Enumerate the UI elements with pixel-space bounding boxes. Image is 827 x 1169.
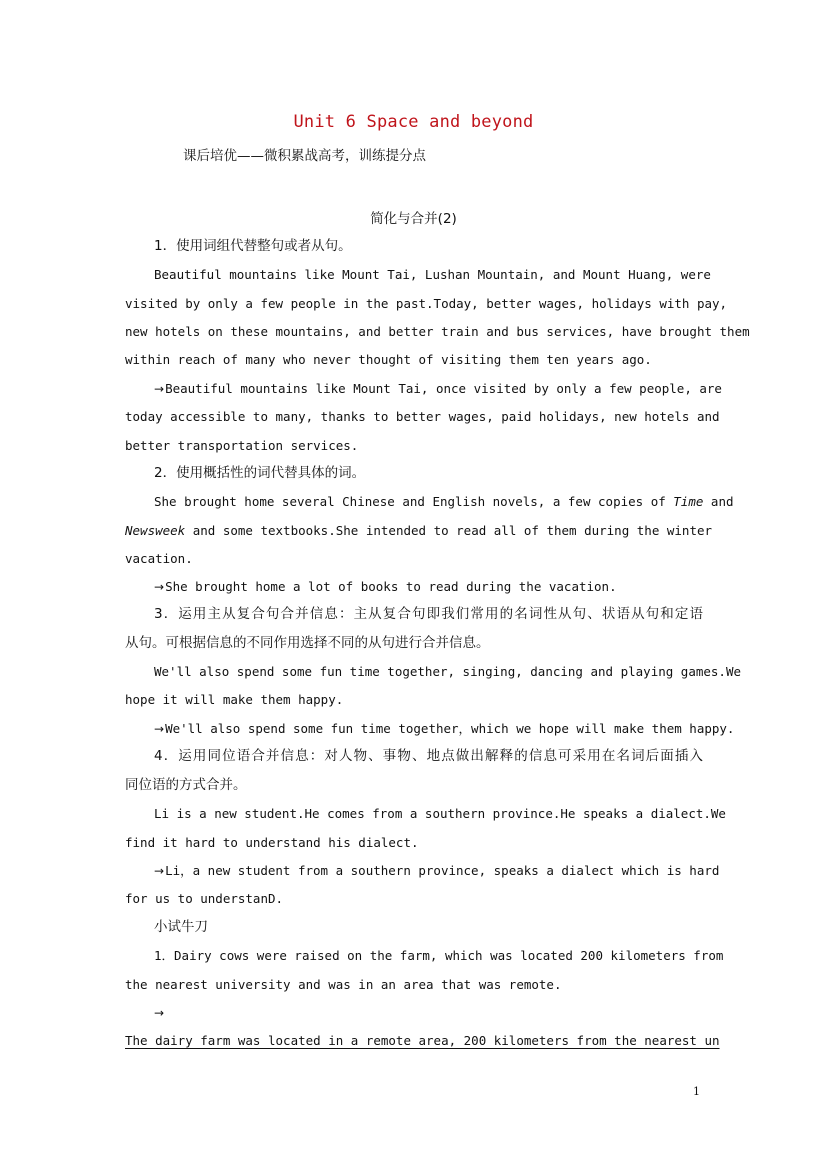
magazine-title-newsweek: Newsweek (125, 523, 186, 538)
rule-2-example-line: vacation. (125, 551, 193, 566)
rule-1-example-line: within reach of many who never thought of visiting them ten years ago. (125, 352, 652, 367)
rule-3-result-text: We'll also spend some fun time together，which we hope will make them happy. (165, 721, 735, 736)
rule-3-example-line: hope it will make them happy. (125, 692, 344, 707)
rule-4-heading: 4．运用同位语合并信息：对人物、事物、地点做出解释的信息可采用在名词后面插入 (154, 748, 703, 764)
rule-2-example-line (125, 521, 713, 541)
arrow-icon: → (154, 382, 165, 396)
arrow-icon: → (154, 1006, 165, 1020)
section-title: 简化与合并(2) (370, 211, 457, 227)
rule-4-result-line (154, 861, 720, 881)
magazine-title-time: Time (673, 494, 704, 509)
rule-1-result-text: Beautiful mountains like Mount Tai, once visited by only a few people, are (165, 381, 722, 396)
rule-4-example-line: find it hard to understand his dialect. (125, 835, 419, 850)
arrow-icon: → (154, 864, 165, 878)
rule-4-example-line: Li is a new student.He comes from a southern province.He speaks a dialect.We (154, 806, 726, 821)
rule-4-heading: 同位语的方式合并。 (125, 777, 247, 793)
rule-4-result-line: for us to understanD. (125, 891, 284, 906)
rule-1-example-line: Beautiful mountains like Mount Tai, Lushan Mountain, and Mount Huang, were (154, 267, 711, 282)
practice-question-line: the nearest university and was in an area that was remote. (125, 977, 562, 992)
rule-1-example-line: visited by only a few people in the past.Today, better wages, holidays with pay, (125, 296, 728, 311)
rule-3-heading: 从句。可根据信息的不同作用选择不同的从句进行合并信息。 (125, 635, 490, 651)
rule-2-example-text: and some textbooks.She intended to read all of them during the winter (192, 523, 713, 538)
rule-2-example-text: and (710, 494, 734, 509)
rule-1-result-line (154, 379, 722, 399)
rule-1-heading: 1．使用词组代替整句或者从句。 (154, 238, 352, 254)
rule-3-result-line (154, 719, 735, 739)
practice-question-line: 1．Dairy cows were raised on the farm, which was located 200 kilometers from (154, 948, 724, 963)
page-number: 1 (693, 1085, 700, 1098)
rule-3-heading: 3．运用主从复合句合并信息：主从复合句即我们常用的名词性从句、状语从句和定语 (154, 606, 703, 622)
rule-3-example-line: We'll also spend some fun time together, singing, dancing and playing games.We (154, 664, 741, 679)
practice-answer-line: The dairy farm was located in a remote area, 200 kilometers from the nearest un (125, 1033, 720, 1048)
document-title: Unit 6 Space and beyond (293, 112, 534, 132)
rule-1-example-line: new hotels on these mountains, and better train and bus services, have brought them (125, 324, 750, 339)
rule-1-result-line: better transportation services. (125, 438, 359, 453)
rule-2-heading: 2．使用概括性的词代替具体的词。 (154, 465, 366, 481)
arrow-icon: → (154, 580, 165, 594)
rule-2-example-text: She brought home several Chinese and English novels, a few copies of (154, 494, 666, 509)
practice-answer-arrow (154, 1003, 703, 1023)
rule-2-example-line (154, 492, 734, 512)
rule-2-result-text: She brought home a lot of books to read during the vacation. (165, 579, 617, 594)
rule-1-result-line: today accessible to many, thanks to better wages, paid holidays, new hotels and (125, 409, 720, 424)
arrow-icon: → (154, 722, 165, 736)
document-subtitle: 课后培优——微积累战高考，训练提分点 (183, 148, 426, 164)
rule-4-result-text: Li，a new student from a southern province, speaks a dialect which is hard (165, 863, 720, 878)
practice-heading: 小试牛刀 (154, 919, 208, 935)
rule-2-result-line (154, 577, 703, 597)
